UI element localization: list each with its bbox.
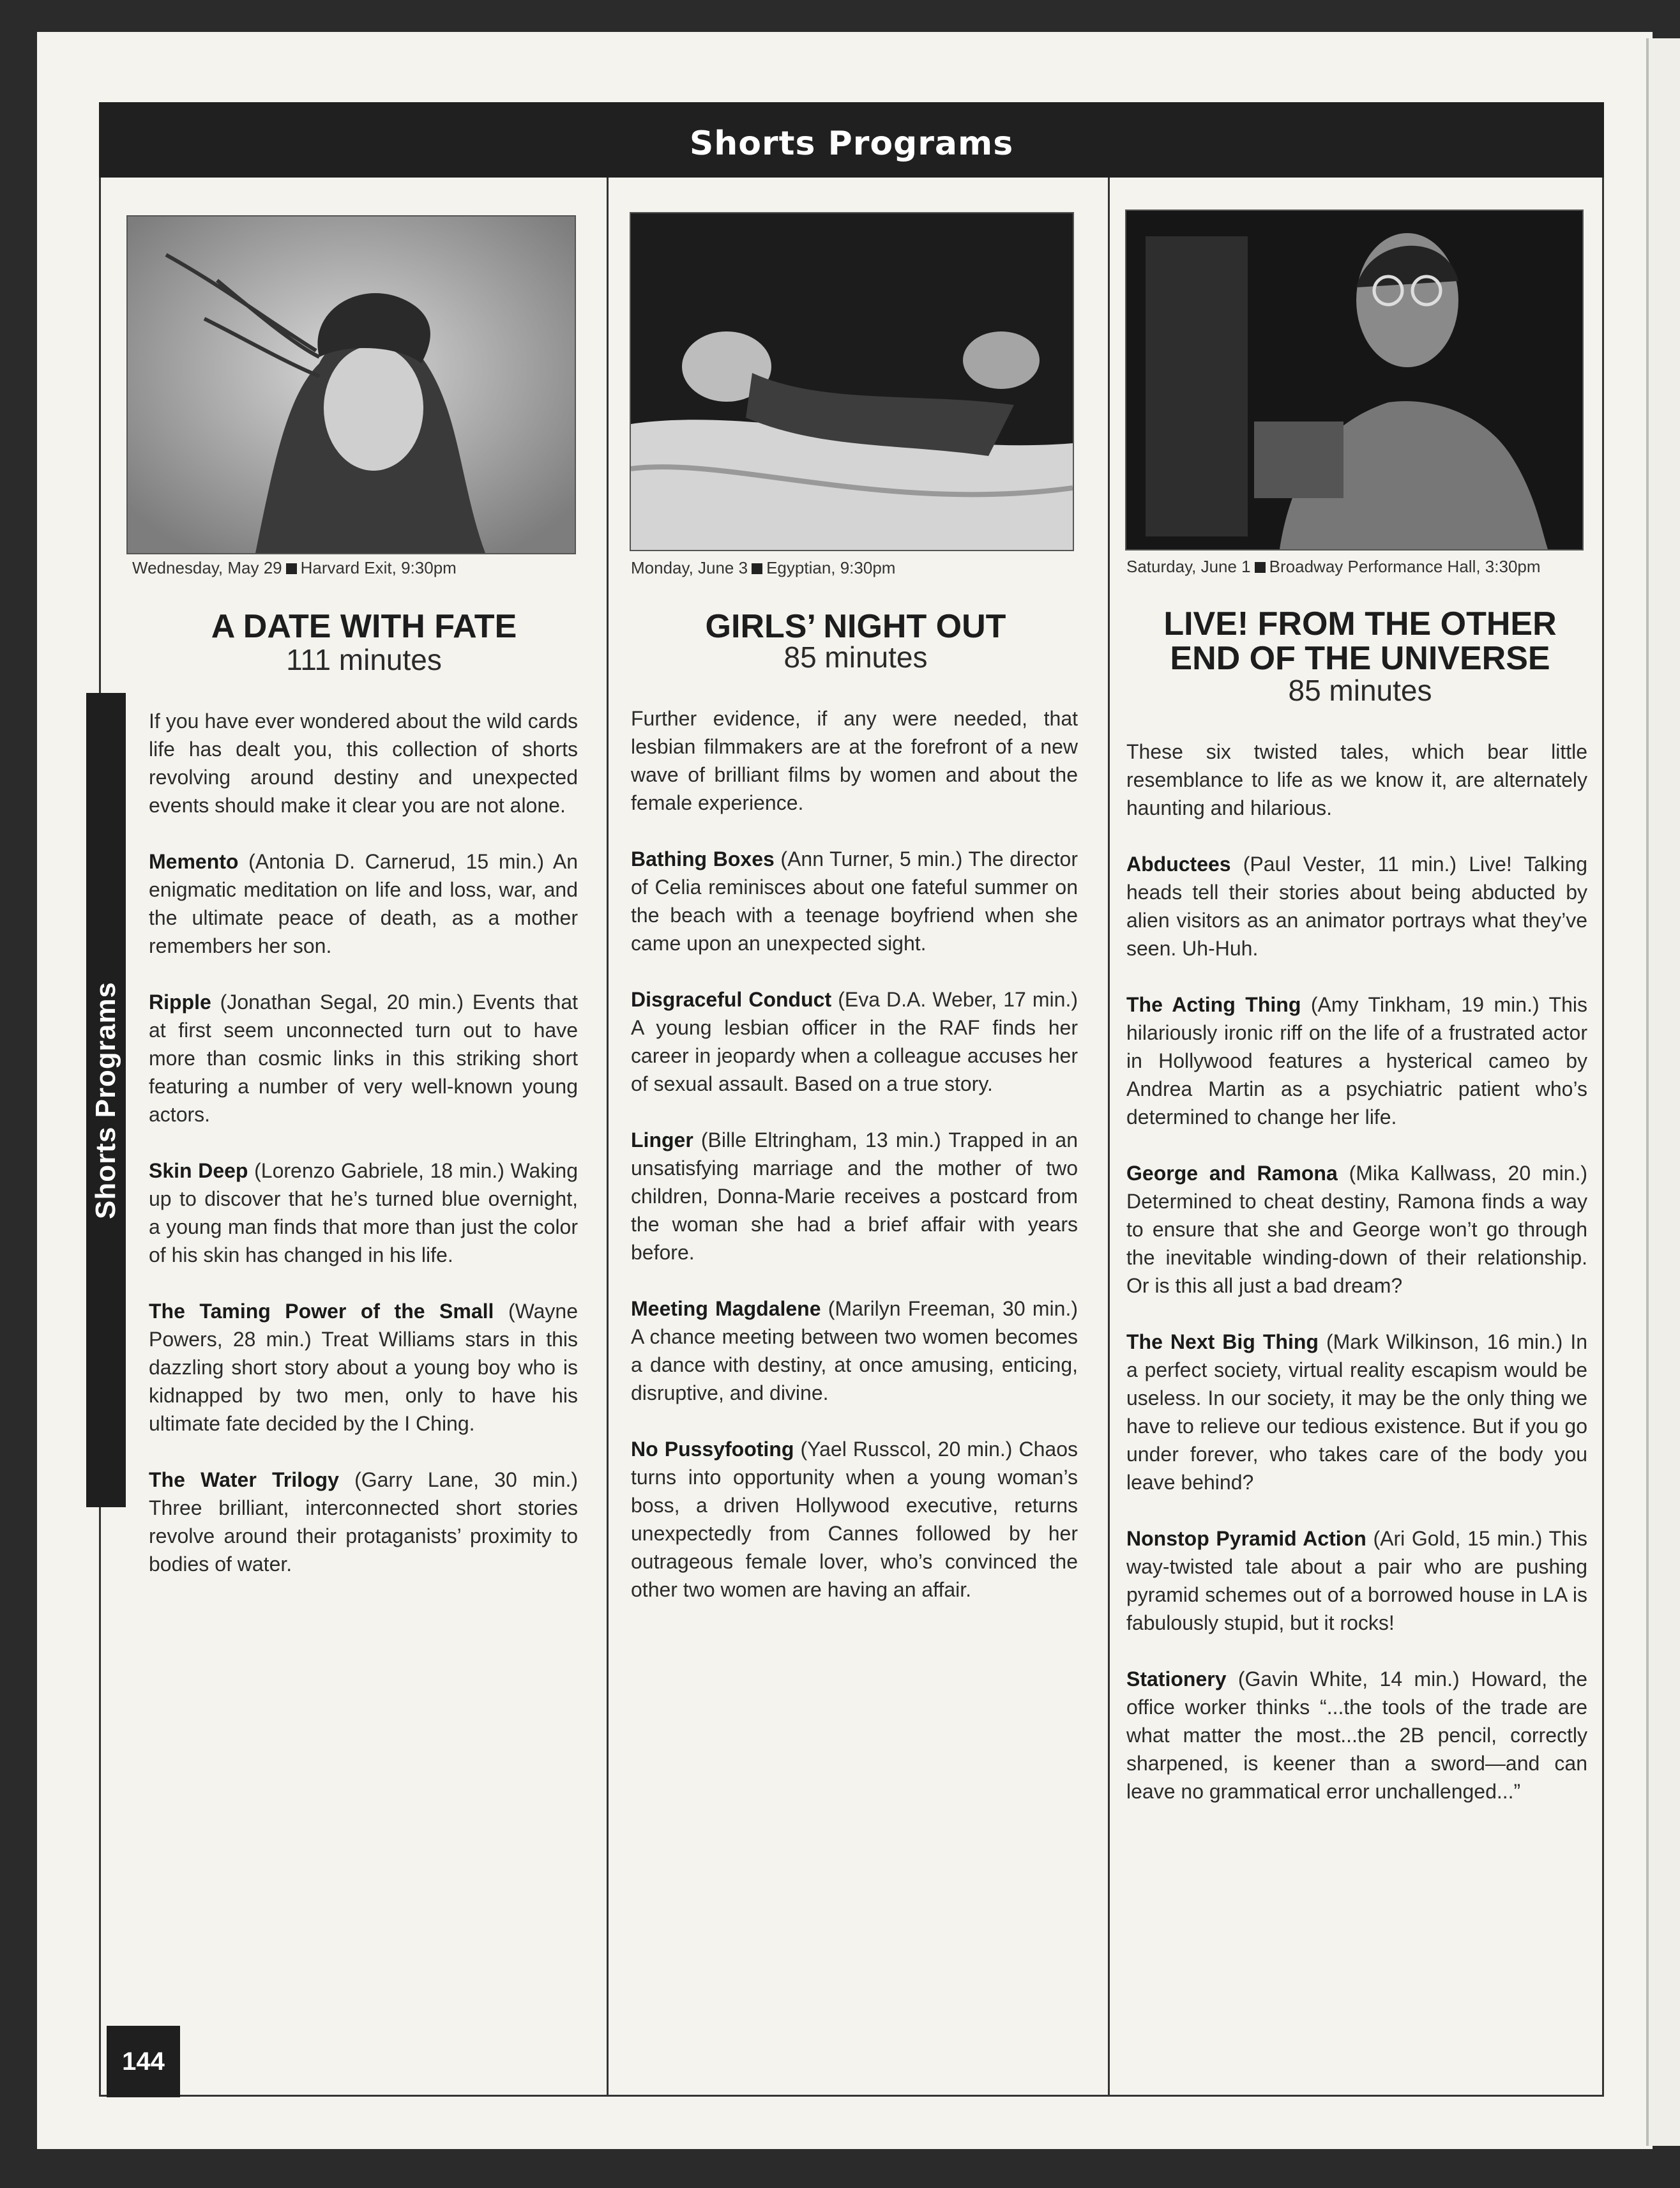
film-entry: The Water Trilogy (Garry Lane, 30 min.) Three brilliant, interconnected short stories revolve around their protaganists’ proximity to bodies of water. <box>149 1468 579 1576</box>
screening-date: Saturday, June 1 <box>1126 557 1251 576</box>
bullet-square-icon <box>286 563 297 574</box>
film-entry: Disgraceful Conduct (Eva D.A. Weber, 17 min.) A young lesbian officer in the RAF finds her career in jeopardy when a colleague accuses her of sexual assault. Based on a true story. <box>631 988 1078 1095</box>
film-still-photo-2 <box>630 212 1074 551</box>
film-entry: Memento (Antonia D. Carnerud, 15 min.) An enigmatic meditation on life and loss, war, and the ultimate peace of death, as a mother remembers her son. <box>149 850 579 957</box>
program-body-2 <box>631 704 1078 1632</box>
film-entry: Meeting Magdalene (Marilyn Freeman, 30 min.) A chance meeting between two women becomes a dance with destiny, at once amusing, enticing, disruptive, and divine. <box>631 1297 1078 1404</box>
screening-caption-1 <box>132 558 457 578</box>
screening-venue: Broadway Performance Hall, 3:30pm <box>1269 557 1541 576</box>
program-intro: Further evidence, if any were needed, that lesbian filmmakers are at the forefront of a new wave of brilliant films by women and about the female experience. <box>631 707 1078 814</box>
film-entry: Abductees (Paul Vester, 11 min.) Live! Talking heads tell their stories about being abducted by alien visitors as an animator portrays what they’ve seen. Uh-Huh. <box>1126 853 1588 960</box>
bullet-square-icon <box>752 563 762 574</box>
program-intro: If you have ever wondered about the wild cards life has dealt you, this collection of shorts revolving around destiny and unexpected events should make it clear you are not alone. <box>149 710 578 817</box>
program-runtime-2: 85 minutes <box>783 641 928 674</box>
program-body-3 <box>1126 738 1587 1834</box>
screening-date: Monday, June 3 <box>631 558 748 577</box>
film-entry: George and Ramona (Mika Kallwass, 20 min.) Determined to cheat destiny, Ramona finds a way to ensure that she and George won’t go through the inevitable winding-down of their relationship. Or is this all just a bad dream? <box>1126 1162 1588 1297</box>
program-intro: These six twisted tales, which bear little resemblance to life as we know it, are alternately haunting and hilarious. <box>1126 740 1587 819</box>
film-entry: Bathing Boxes (Ann Turner, 5 min.) The director of Celia reminisces about one fateful summer on the beach with a teenage boyfriend when she came upon an unexpected sight. <box>631 847 1078 955</box>
screening-date: Wednesday, May 29 <box>132 558 282 577</box>
program-title-1: A DATE WITH FATE <box>211 608 517 645</box>
facing-page-edge <box>1646 38 1680 2146</box>
screening-caption-3 <box>1126 557 1541 577</box>
film-entry: The Acting Thing (Amy Tinkham, 19 min.) This hilariously ironic riff on the life of a frustrated actor in Hollywood features a hysterical cameo by Andrea Martin as a psychiatric patient who’s determined to change her life. <box>1126 993 1587 1128</box>
section-side-tab: Shorts Programs <box>86 693 126 1507</box>
film-entry: Nonstop Pyramid Action (Ari Gold, 15 min.) This way-twisted tale about a pair who are pushing pyramid schemes out of a borrowed house in LA is fabulously stupid, but it rocks! <box>1126 1527 1588 1634</box>
film-entry: Skin Deep (Lorenzo Gabriele, 18 min.) Waking up to discover that he’s turned blue overnight, a young man finds that more than just the color of his skin has changed in his life. <box>149 1159 579 1266</box>
program-runtime-1: 111 minutes <box>286 643 442 676</box>
program-body-1 <box>149 707 578 1606</box>
screening-venue: Harvard Exit, 9:30pm <box>300 558 457 577</box>
film-entry: No Pussyfooting (Yael Russcol, 20 min.) Chaos turns into opportunity when a young woman’s boss, a driven Hollywood executive, returns unexpectedly from Cannes followed by her outrageous female lover, who’s convinced the other two women are having an affair. <box>631 1438 1078 1601</box>
page-number: 144 <box>107 2026 180 2097</box>
film-entry: The Next Big Thing (Mark Wilkinson, 16 min.) In a perfect society, virtual reality escapism would be useless. In our society, it may be the only thing we have to relieve our tedious existence. But if you go under forever, who takes care of the body you leave behind? <box>1126 1330 1588 1494</box>
film-still-photo-1 <box>126 215 576 554</box>
film-entry: Stationery (Gavin White, 14 min.) Howard, the office worker thinks “...the tools of the trade are what matter the most...the 2B pencil, correctly sharpened, is keener than a sword—and can leave no grammatical error unchallenged...” <box>1126 1668 1588 1803</box>
section-banner: Shorts Programs <box>99 102 1604 178</box>
screening-venue: Egyptian, 9:30pm <box>766 558 896 577</box>
film-entry: Linger (Bille Eltringham, 13 min.) Trapped in an unsatisfying marriage and the mother of two children, Donna-Marie receives a postcard from the woman she had a brief affair with years before. <box>631 1128 1078 1264</box>
film-entry: Ripple (Jonathan Segal, 20 min.) Events that at first seem unconnected turn out to have more than cosmic links in this striking short featuring a number of very well-known young actors. <box>149 991 578 1126</box>
program-runtime-3: 85 minutes <box>1288 674 1432 707</box>
program-title-2: GIRLS’ NIGHT OUT <box>705 608 1006 645</box>
film-still-photo-3 <box>1125 209 1584 551</box>
program-title-3: LIVE! FROM THE OTHER END OF THE UNIVERSE <box>1163 605 1557 677</box>
film-entry: The Taming Power of the Small (Wayne Powers, 28 min.) Treat Williams stars in this dazzling short story about a young boy who is kidnapped by two men, only to have his ultimate fate decided by the I Ching. <box>149 1300 579 1435</box>
screening-caption-2 <box>631 558 895 578</box>
bullet-square-icon <box>1255 562 1266 573</box>
